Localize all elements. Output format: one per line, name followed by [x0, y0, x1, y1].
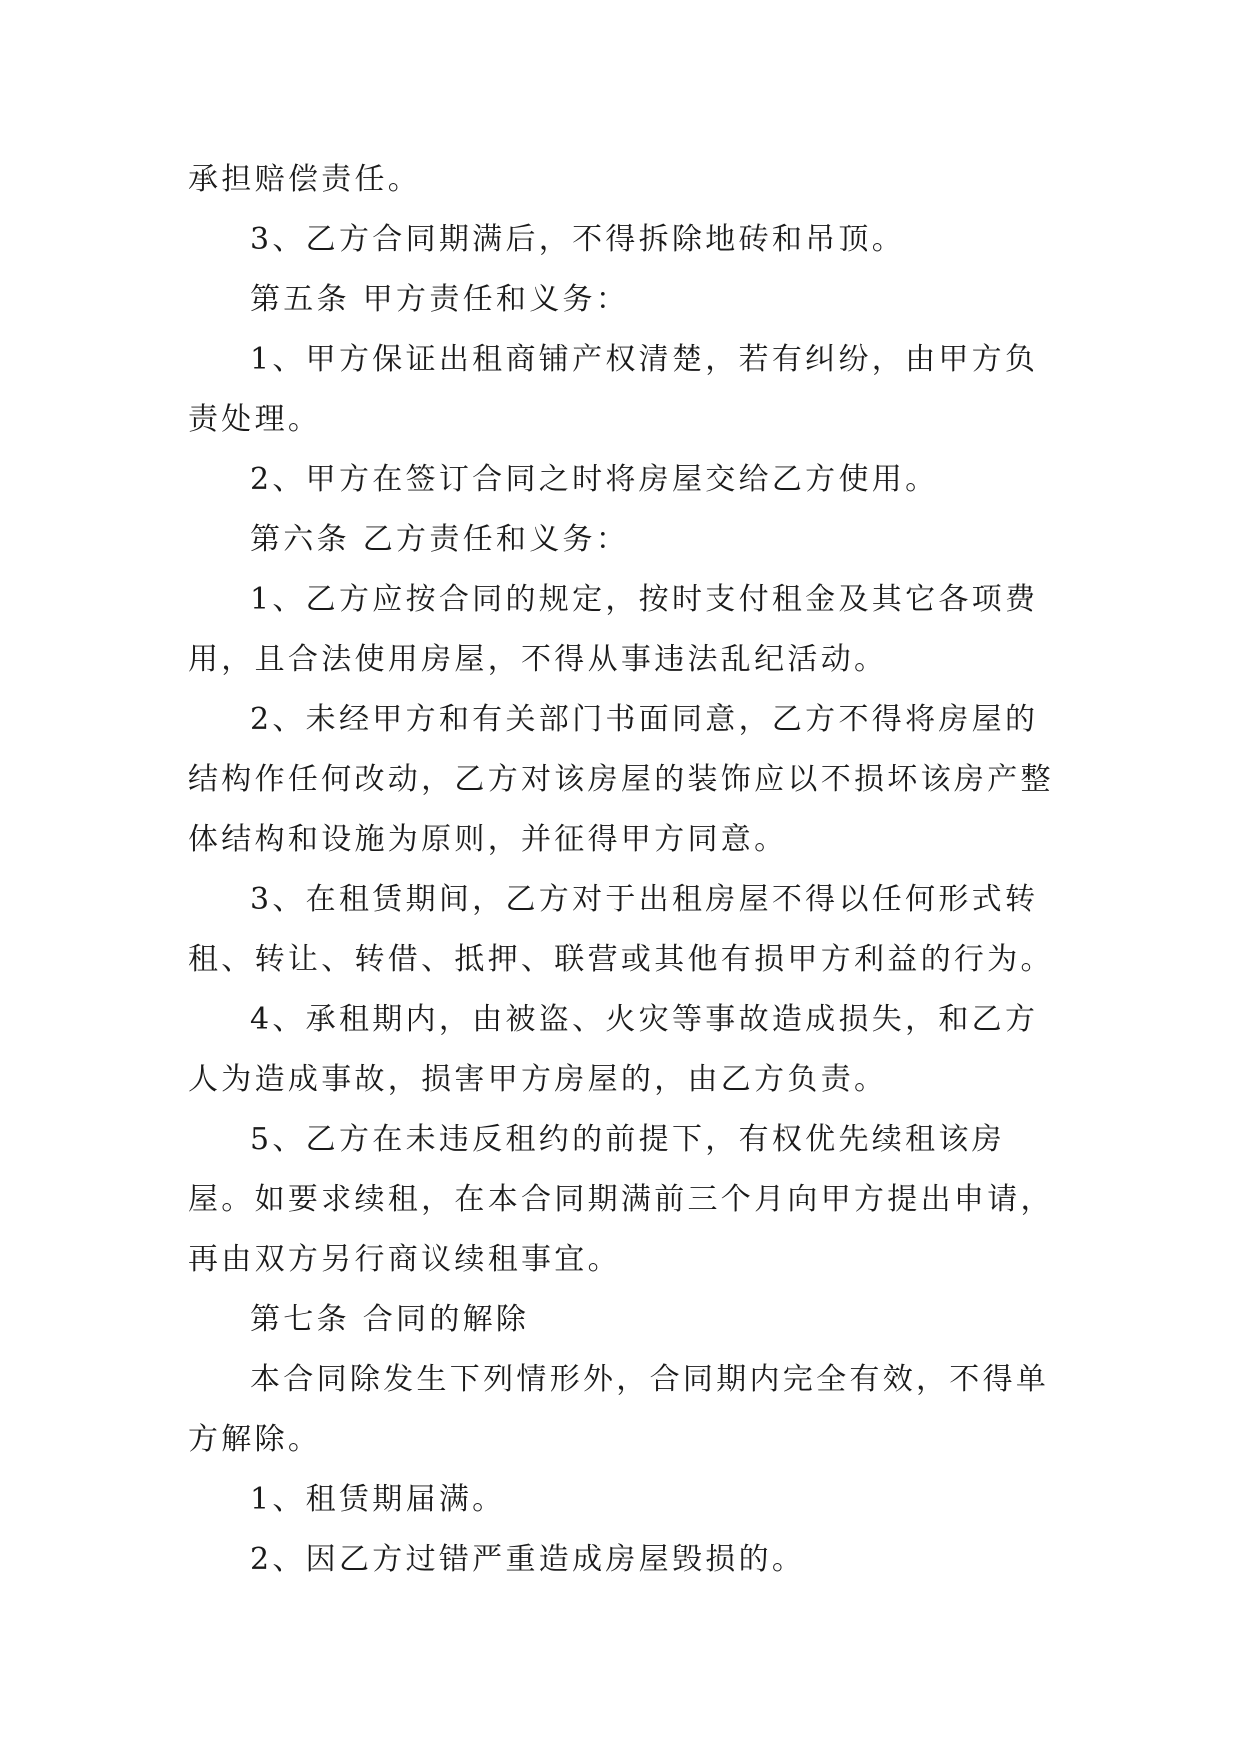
document-body	[188, 150, 1056, 1590]
article-5-heading: 第五条 甲方责任和义务：	[250, 282, 630, 317]
article-6-item-2: 2、未经甲方和有关部门书面同意，乙方不得将房屋的结构作任何改动，乙方对该房屋的装饰应以不损坏该房产整体结构和设施为原则，并征得甲方同意。	[188, 702, 1054, 857]
article-6-item-5: 5、乙方在未违反租约的前提下，有权优先续租该房屋。如要求续租，在本合同期满前三个月向甲方提出申请，再由双方另行商议续租事宜。	[188, 1122, 1054, 1277]
article-7-item-1: 1、租赁期届满。	[250, 1482, 506, 1517]
article-6-heading: 第六条 乙方责任和义务：	[250, 522, 630, 557]
article-6-item-1: 1、乙方应按合同的规定，按时支付租金及其它各项费用，且合法使用房屋，不得从事违法乱纪活动。	[188, 582, 1039, 677]
article-5-item-1: 1、甲方保证出租商铺产权清楚，若有纠纷，由甲方负责处理。	[188, 342, 1039, 437]
article-7-intro: 本合同除发生下列情形外，合同期内完全有效，不得单方解除。	[188, 1362, 1050, 1457]
article-5-item-2: 2、甲方在签订合同之时将房屋交给乙方使用。	[250, 462, 939, 497]
article-6-item-4: 4、承租期内，由被盗、火灾等事故造成损失，和乙方人为造成事故，损害甲方房屋的，由乙方负责。	[188, 1002, 1039, 1097]
clause-4-item-3: 3、乙方合同期满后，不得拆除地砖和吊顶。	[250, 222, 906, 257]
paragraph-continuation: 承担赔偿责任。	[188, 162, 422, 197]
article-6-item-3: 3、在租赁期间，乙方对于出租房屋不得以任何形式转租、转让、转借、抵押、联营或其他有损甲方利益的行为。	[188, 882, 1054, 977]
article-7-item-2: 2、因乙方过错严重造成房屋毁损的。	[250, 1542, 806, 1577]
article-7-heading: 第七条 合同的解除	[250, 1302, 530, 1337]
